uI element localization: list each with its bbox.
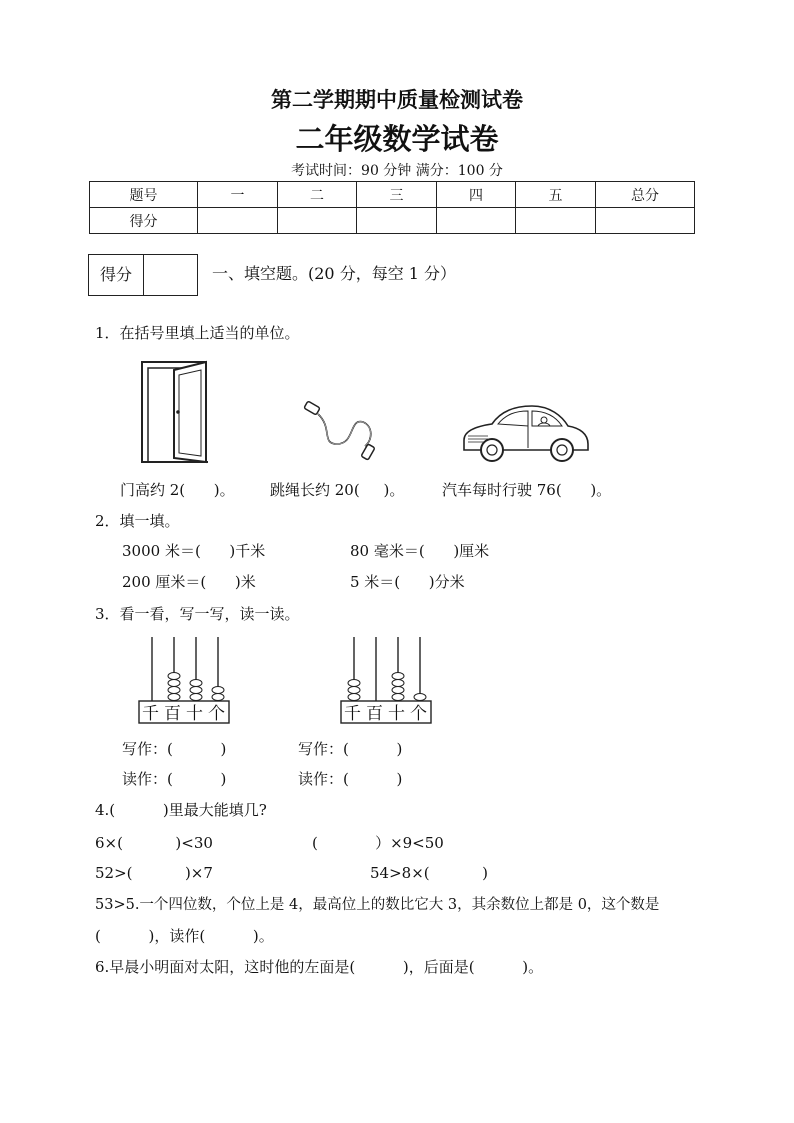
score-header-cell: 五: [516, 182, 596, 208]
score-cell[interactable]: [198, 208, 278, 234]
score-header-cell: 四: [437, 182, 516, 208]
score-header-cell: 题号: [90, 182, 198, 208]
q3-read-left: 读作：( ): [122, 770, 227, 788]
score-cell[interactable]: [437, 208, 516, 234]
q2-item: 5 米＝( )分米: [350, 573, 465, 591]
score-row-label: 得分: [90, 208, 198, 234]
abacus-right-label-hundreds: 百: [366, 704, 383, 724]
abacus-left-label-hundreds: 百: [164, 704, 181, 724]
question-2-prompt: 2．填一填。: [95, 512, 180, 530]
q2-item: 200 厘米＝( )米: [122, 573, 256, 591]
rope-caption: 跳绳长约 20( )。: [270, 481, 405, 499]
question-5-line1: 53>5.一个四位数，个位上是 4，最高位上的数比它大 3，其余数位上都是 0，这个数是: [95, 897, 660, 913]
score-table-header-row: [90, 182, 695, 208]
q4-item: 52>( )×7: [95, 864, 213, 882]
q2-item: 3000 米＝( )千米: [122, 542, 266, 560]
question-5-line2: ( )，读作( )。: [95, 927, 274, 945]
q3-write-left: 写作：( ): [122, 740, 227, 758]
exam-meta: 考试时间：90 分钟 满分：100 分: [291, 163, 503, 179]
car-caption: 汽车每时行驶 76( )。: [442, 481, 612, 499]
car-image: [458, 404, 592, 464]
q2-item: 80 毫米＝( )厘米: [350, 542, 490, 560]
door-image: [140, 358, 210, 466]
score-cell[interactable]: [516, 208, 596, 234]
score-header-cell: 一: [198, 182, 278, 208]
exam-title: 二年级数学试卷: [295, 122, 499, 156]
score-header-cell: 总分: [596, 182, 695, 208]
score-header-cell: 二: [278, 182, 357, 208]
abacus-left-label-ones: 个: [208, 704, 225, 724]
question-3-prompt: 3．看一看，写一写，读一读。: [95, 605, 300, 623]
abacus-right-label-thousands: 千: [344, 704, 361, 724]
q4-item: 54>8×( ): [370, 864, 488, 882]
abacus-right-label-tens: 十: [388, 704, 405, 724]
abacus-left-label-thousands: 千: [142, 704, 159, 724]
score-header-cell: 三: [357, 182, 437, 208]
section-score-box: [88, 254, 198, 296]
exam-subtitle: 第二学期期中质量检测试卷: [271, 87, 523, 112]
abacus-right-label-ones: 个: [410, 704, 427, 724]
abacus-left-label-tens: 十: [186, 704, 203, 724]
section-score-label: 得分: [89, 255, 144, 295]
q4-item: ( ）×9<50: [312, 834, 444, 852]
section-score-field[interactable]: [145, 255, 197, 295]
question-4-prompt: 4.( )里最大能填几?: [95, 801, 267, 819]
q4-item: 6×( )<30: [95, 834, 213, 852]
score-cell[interactable]: [596, 208, 695, 234]
score-cell[interactable]: [278, 208, 357, 234]
jump-rope-image: [303, 400, 383, 464]
score-table: [89, 181, 695, 234]
question-1-prompt: 1．在括号里填上适当的单位。: [95, 324, 300, 342]
question-6: 6.早晨小明面对太阳，这时他的左面是( )，后面是( )。: [95, 958, 544, 976]
section-heading: 一、填空题。(20 分，每空 1 分）: [212, 264, 457, 283]
score-cell[interactable]: [357, 208, 437, 234]
score-table-score-row: [90, 208, 695, 234]
door-caption: 门高约 2( )。: [120, 481, 235, 499]
q3-write-right: 写作：( ): [298, 740, 403, 758]
q3-read-right: 读作：( ): [298, 770, 403, 788]
